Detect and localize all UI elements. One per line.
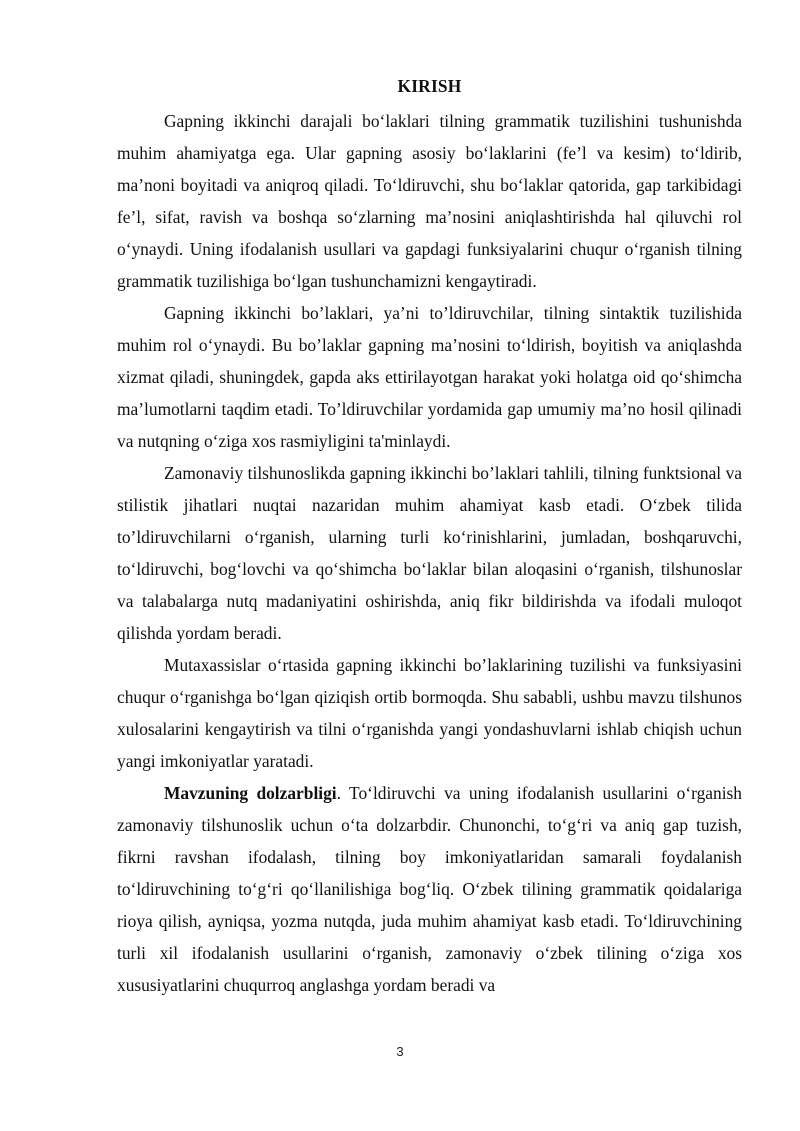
relevance-lead: Mavzuning dolzarbligi bbox=[164, 783, 337, 803]
page-number: 3 bbox=[396, 1044, 404, 1059]
body-paragraph-4: Mutaxassislar o‘rtasida gapning ikkinchi bo’laklarining tuzilishi va funksiyasini chuqur o‘rganishga bo‘lgan qiziqish ortib bormoqda. Shu sababli, ushbu mavzu tilshunos xulosalarini kengaytirish va tilni o‘rganishda yangi yondashuvlarni ishlab chiqish uchun yangi imkoniyatlar yaratadi. bbox=[117, 655, 742, 771]
page-content bbox=[117, 74, 742, 1001]
section-heading: KIRISH bbox=[397, 76, 462, 96]
relevance-paragraph bbox=[117, 777, 742, 1001]
relevance-text: . To‘ldiruvchi va uning ifodalanish usullarini o‘rganish zamonaviy tilshunoslik uchun o‘ta dolzarbdir. Chunonchi, to‘g‘ri va aniq gap tuzish, fikrni ravshan ifodalash, tilning boy imkoniyatlaridan samarali foydalanish to‘ldiruvchining to‘g‘ri qo‘llanilishiga bog‘liq. O‘zbek tilining grammatik qoidalariga rioya qilish, ayniqsa, yozma nutqda, juda muhim ahamiyat kasb etadi. To‘ldiruvchining turli xil ifodalanish usullarini o‘rganish, zamonaviy o‘zbek tilining o‘ziga xos xususiyatlarini chuqurroq anglashga yordam beradi va bbox=[117, 783, 742, 995]
body-paragraph-3: Zamonaviy tilshunoslikda gapning ikkinchi bo’laklari tahlili, tilning funktsional va stilistik jihatlari nuqtai nazaridan muhim ahamiyat kasb etadi. O‘zbek tilida to’ldiruvchilarni o‘rganish, ularning turli ko‘rinishlarini, jumladan, boshqaruvchi, to‘ldiruvchi, bog‘lovchi va qo‘shimcha bo‘laklar bilan aloqasini o‘rganish, tilshunoslar va talabalarga nutq madaniyatini oshirishda, aniq fikr bildirishda va ifodali muloqot qilishda yordam beradi. bbox=[117, 463, 742, 643]
body-paragraph-2: Gapning ikkinchi bo’laklari, ya’ni to’ldiruvchilar, tilning sintaktik tuzilishida muhim rol o‘ynaydi. Bu bo’laklar gapning ma’nosini to‘ldirish, boyitish va aniqlashda xizmat qiladi, shuningdek, gapda aks ettirilayotgan harakat yoki holatga oid qo‘shimcha ma’lumotlarni taqdim etadi. To’ldiruvchilar yordamida gap umumiy ma’no hosil qilinadi va nutqning o‘ziga xos rasmiyligini ta'minlaydi. bbox=[117, 303, 742, 451]
body-paragraph-1: Gapning ikkinchi darajali bo‘laklari tilning grammatik tuzilishini tushunishda muhim ahamiyatga ega. Ular gapning asosiy bo‘laklarini (fe’l va kesim) to‘ldirib, ma’noni boyitadi va aniqroq qiladi. To‘ldiruvchi, shu bo‘laklar qatorida, gap tarkibidagi fe’l, sifat, ravish va boshqa so‘zlarning ma’nosini aniqlashtirishda hal qiluvchi rol o‘ynaydi. Uning ifodalanish usullari va gapdagi funksiyalarini chuqur o‘rganish tilning grammatik tuzilishiga bo‘lgan tushunchamizni kengaytiradi. bbox=[117, 111, 742, 291]
